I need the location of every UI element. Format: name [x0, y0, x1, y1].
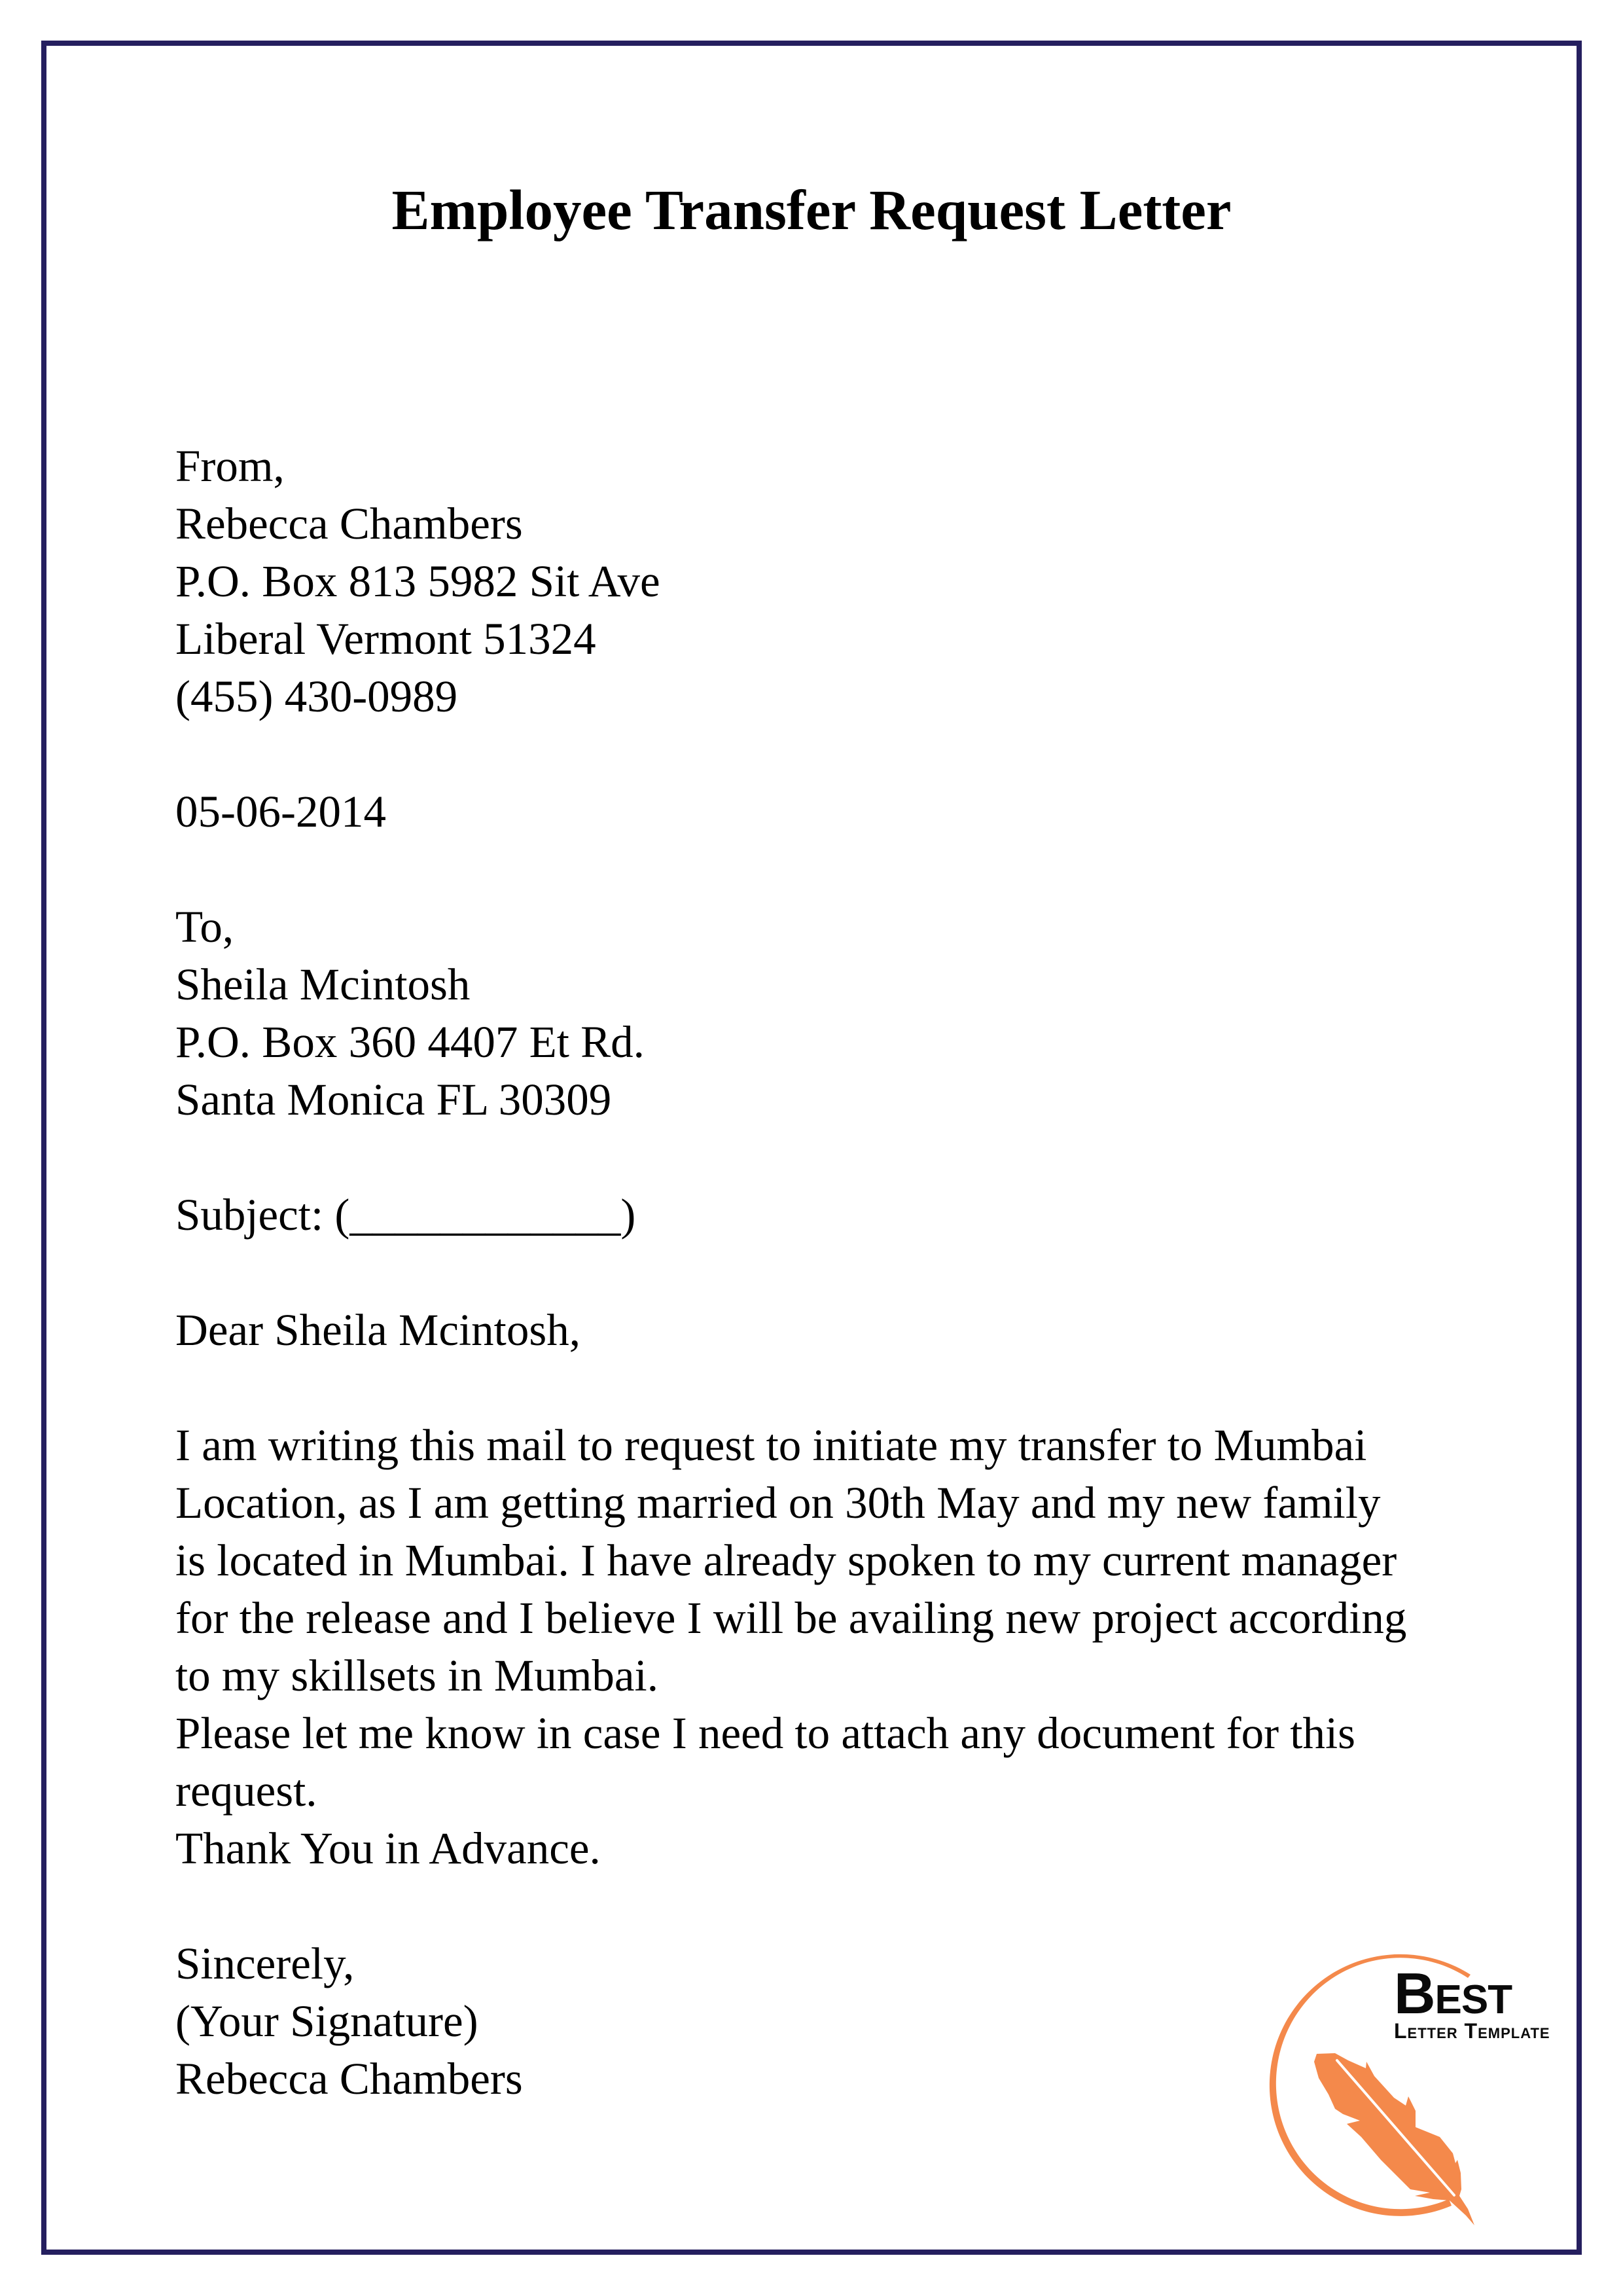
spacer: [175, 1359, 1406, 1416]
spacer: [175, 840, 1406, 898]
spacer: [175, 725, 1406, 783]
signer-name: Rebecca Chambers: [175, 2054, 523, 2104]
sender-block: [175, 437, 1406, 725]
brand-wordmark: [1394, 1962, 1550, 2042]
salutation: Dear Sheila Mcintosh,: [175, 1305, 580, 1355]
letter-date: 05-06-2014: [175, 787, 386, 836]
body-line: is located in Mumbai. I have already spoken to my current manager: [175, 1535, 1397, 1585]
signature-placeholder: (Your Signature): [175, 1996, 478, 2046]
sender-name: Rebecca Chambers: [175, 499, 523, 548]
sender-label: From,: [175, 441, 285, 491]
body-line: I am writing this mail to request to initiate my transfer to Mumbai: [175, 1420, 1367, 1470]
sender-address-line1: P.O. Box 813 5982 Sit Ave: [175, 556, 660, 606]
brand-primary-text: Best: [1394, 1961, 1512, 2026]
recipient-name: Sheila Mcintosh: [175, 960, 471, 1009]
spacer: [175, 1128, 1406, 1186]
closing: Sincerely,: [175, 1939, 355, 1988]
spacer: [175, 1877, 1406, 1935]
recipient-address-line2: Santa Monica FL 30309: [175, 1075, 612, 1124]
letter-body: [175, 437, 1406, 2108]
brand-secondary-text: Letter Template: [1394, 2019, 1550, 2043]
body-line: Thank You in Advance.: [175, 1823, 601, 1873]
body-line: for the release and I believe I will be availing new project according: [175, 1593, 1407, 1643]
body-line: Location, as I am getting married on 30th May and my new family: [175, 1478, 1381, 1528]
body-paragraph: [175, 1416, 1406, 1877]
recipient-address-line1: P.O. Box 360 4407 Et Rd.: [175, 1017, 645, 1067]
closing-block: [175, 1935, 1406, 2108]
sender-phone: (455) 430-0989: [175, 672, 458, 721]
body-line: Please let me know in case I need to attach any document for this: [175, 1708, 1355, 1758]
sender-address-line2: Liberal Vermont 51324: [175, 614, 596, 664]
letter-title: Employee Transfer Request Letter: [391, 178, 1232, 242]
spacer: [175, 1244, 1406, 1301]
recipient-label: To,: [175, 902, 234, 952]
recipient-block: [175, 898, 1406, 1128]
body-line: to my skillsets in Mumbai.: [175, 1651, 658, 1700]
body-line: request.: [175, 1766, 317, 1816]
subject-line: Subject: (____________): [175, 1190, 636, 1240]
